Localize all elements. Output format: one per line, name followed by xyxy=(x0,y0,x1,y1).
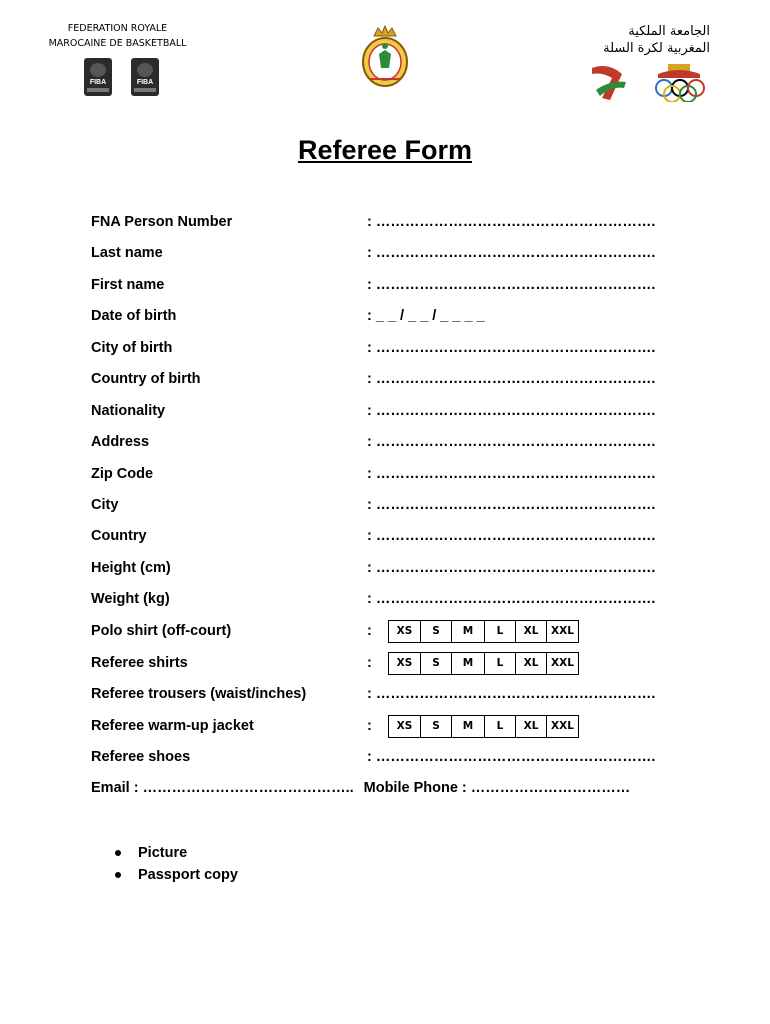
form-row xyxy=(91,497,691,519)
field-label: Last name xyxy=(91,245,163,261)
size-selector xyxy=(388,652,579,675)
federation-name-arabic-line1: الجامعة الملكية xyxy=(628,24,710,39)
field-value[interactable]: : xyxy=(367,718,372,734)
size-option[interactable]: XL xyxy=(515,716,546,737)
field-value[interactable]: : …………………………………………………. xyxy=(367,528,656,544)
size-option[interactable]: L xyxy=(484,621,515,642)
size-option[interactable]: S xyxy=(420,653,451,674)
contact-row xyxy=(91,780,630,796)
field-label: Referee warm-up jacket xyxy=(91,718,254,734)
field-label: First name xyxy=(91,277,165,293)
field-value[interactable]: : …………………………………………………. xyxy=(367,214,656,230)
field-label: Weight (kg) xyxy=(91,591,170,607)
field-value[interactable]: : xyxy=(367,655,372,671)
field-label: Referee trousers (waist/inches) xyxy=(91,686,307,702)
attachment-label: Passport copy xyxy=(138,867,238,883)
field-value[interactable]: : …………………………………………………. xyxy=(367,277,656,293)
field-label: Nationality xyxy=(91,403,166,419)
bullet-icon xyxy=(115,850,121,856)
email-field[interactable]: Email : …………………………………….. xyxy=(91,780,354,796)
federation-name-line2: MAROCAINE DE BASKETBALL xyxy=(48,38,187,49)
field-label: Polo shirt (off-court) xyxy=(91,623,232,639)
fiba-logo: FIBA xyxy=(84,58,112,96)
form-row xyxy=(91,655,691,677)
size-option[interactable]: XS xyxy=(396,657,413,669)
field-label: FNA Person Number xyxy=(91,214,233,230)
field-value[interactable]: : …………………………………………………. xyxy=(367,591,656,607)
fiba-logo: FIBA xyxy=(131,58,159,96)
size-selector xyxy=(388,620,579,643)
federation-name-french xyxy=(40,21,195,51)
form-row xyxy=(91,245,691,267)
field-label: Referee shoes xyxy=(91,749,191,765)
field-value[interactable]: : …………………………………………………. xyxy=(367,466,656,482)
field-label: Country xyxy=(91,528,147,544)
size-option[interactable]: L xyxy=(484,716,515,737)
size-option[interactable]: XXL xyxy=(546,653,578,674)
size-option[interactable]: S xyxy=(420,716,451,737)
list-item xyxy=(115,864,238,886)
form-row xyxy=(91,277,691,299)
size-option[interactable]: XXL xyxy=(546,716,578,737)
attachment-label: Picture xyxy=(138,845,188,861)
federation-emblem-icon xyxy=(360,24,410,88)
field-value[interactable]: : …………………………………………………. xyxy=(367,340,656,356)
olympic-committee-logo-icon xyxy=(588,60,720,102)
field-label: City xyxy=(91,497,119,513)
field-value[interactable]: : …………………………………………………. xyxy=(367,497,656,513)
size-option[interactable]: XS xyxy=(396,625,413,637)
mobile-phone-field[interactable]: Mobile Phone : …………………………… xyxy=(363,780,631,796)
size-option[interactable]: XL xyxy=(515,621,546,642)
form-row xyxy=(91,528,691,550)
form-row xyxy=(91,434,691,456)
field-value[interactable]: : …………………………………………………. xyxy=(367,403,656,419)
size-option[interactable]: M xyxy=(451,716,484,737)
form-row xyxy=(91,560,691,582)
form-row xyxy=(91,403,691,425)
form-row xyxy=(91,340,691,362)
size-option[interactable]: M xyxy=(451,653,484,674)
field-value[interactable]: : …………………………………………………. xyxy=(367,371,656,387)
list-item xyxy=(115,842,238,864)
field-label: Referee shirts xyxy=(91,655,188,671)
size-option[interactable]: M xyxy=(451,621,484,642)
form-row xyxy=(91,749,691,771)
field-label: Height (cm) xyxy=(91,560,171,576)
field-value[interactable]: : xyxy=(367,623,372,639)
form-row xyxy=(91,466,691,488)
size-option[interactable]: S xyxy=(420,621,451,642)
federation-name-arabic-line2: المغربية لكرة السلة xyxy=(603,41,710,56)
size-option[interactable]: XL xyxy=(515,653,546,674)
size-selector xyxy=(388,715,579,738)
form-row xyxy=(91,623,691,645)
size-option[interactable]: XXL xyxy=(546,621,578,642)
field-value[interactable]: : …………………………………………………. xyxy=(367,686,656,702)
federation-name-line1: FEDERATION ROYALE xyxy=(67,23,168,34)
federation-name-arabic xyxy=(585,23,710,57)
form-row xyxy=(91,686,691,708)
field-label: Zip Code xyxy=(91,466,154,482)
attachments-list xyxy=(115,842,238,886)
field-label: City of birth xyxy=(91,340,173,356)
field-value[interactable]: : …………………………………………………. xyxy=(367,749,656,765)
form-row xyxy=(91,591,691,613)
form-row xyxy=(91,308,691,330)
form-row xyxy=(91,214,691,236)
size-option[interactable]: XS xyxy=(396,720,413,732)
field-label: Address xyxy=(91,434,150,450)
size-option[interactable]: L xyxy=(484,653,515,674)
field-value[interactable]: : …………………………………………………. xyxy=(367,245,656,261)
field-label: Country of birth xyxy=(91,371,201,387)
bullet-icon xyxy=(115,872,121,878)
form-title: Referee Form xyxy=(297,135,473,165)
form-row xyxy=(91,371,691,393)
form-row xyxy=(91,718,691,740)
field-value[interactable]: : …………………………………………………. xyxy=(367,560,656,576)
field-value[interactable]: : …………………………………………………. xyxy=(367,434,656,450)
field-label: Date of birth xyxy=(91,308,177,324)
field-value[interactable]: : _ _ / _ _ / _ _ _ _ xyxy=(367,308,485,324)
